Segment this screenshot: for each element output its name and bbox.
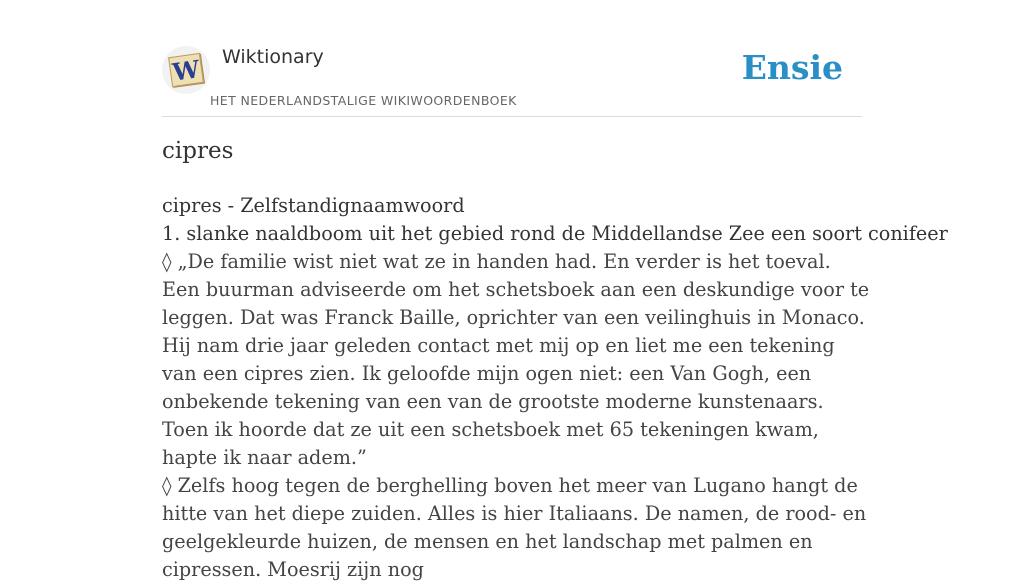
site-tagline: HET NEDERLANDSTALIGE WIKIWOORDENBOEK xyxy=(210,93,517,108)
site-header xyxy=(162,0,862,117)
example-marker-icon: ◊ xyxy=(162,250,172,273)
example-sentence xyxy=(162,472,872,584)
example-text: Zelfs hoog tegen de berghelling boven het meer van Lugano hangt de hitte van het diepe zuiden. Alles is hier Italiaans. De namen, de rood- en geelgekleurde huizen, de mensen en het landschap met palmen en cipressen. Moesrij zijn nog xyxy=(162,474,867,581)
example-marker-icon: ◊ xyxy=(162,474,172,497)
entry-content xyxy=(162,192,948,584)
entry-heading: cipres - Zelfstandignaamwoord xyxy=(162,194,465,217)
logo-letter: W xyxy=(170,53,202,87)
page xyxy=(162,0,948,581)
wiktionary-logo[interactable] xyxy=(162,46,210,94)
page-title: cipres xyxy=(162,138,234,164)
entry-definition: 1. slanke naaldboom uit het gebied rond de Middellandse Zee een soort conifeer xyxy=(162,222,948,245)
example-sentence xyxy=(162,248,872,472)
site-name[interactable]: Wiktionary xyxy=(222,46,324,68)
ensie-brand-link[interactable]: Ensie xyxy=(741,48,843,87)
wiktionary-tile-icon xyxy=(168,53,204,87)
example-text: „De familie wist niet wat ze in handen had. En verder is het toeval. Een buurman adviseerde om het schetsboek aan een deskundige voor te leggen. Dat was Franck Baille, oprichter van een veilinghuis in Monaco. Hij nam drie jaar geleden contact met mij op en liet me een tekening van een cipres zien. Ik geloofde mijn ogen niet: een Van Gogh, een onbekende tekening van een van de grootste moderne kunstenaars. Toen ik hoorde dat ze uit een schetsboek met 65 tekeningen kwam, hapte ik naar adem.” xyxy=(162,250,870,469)
